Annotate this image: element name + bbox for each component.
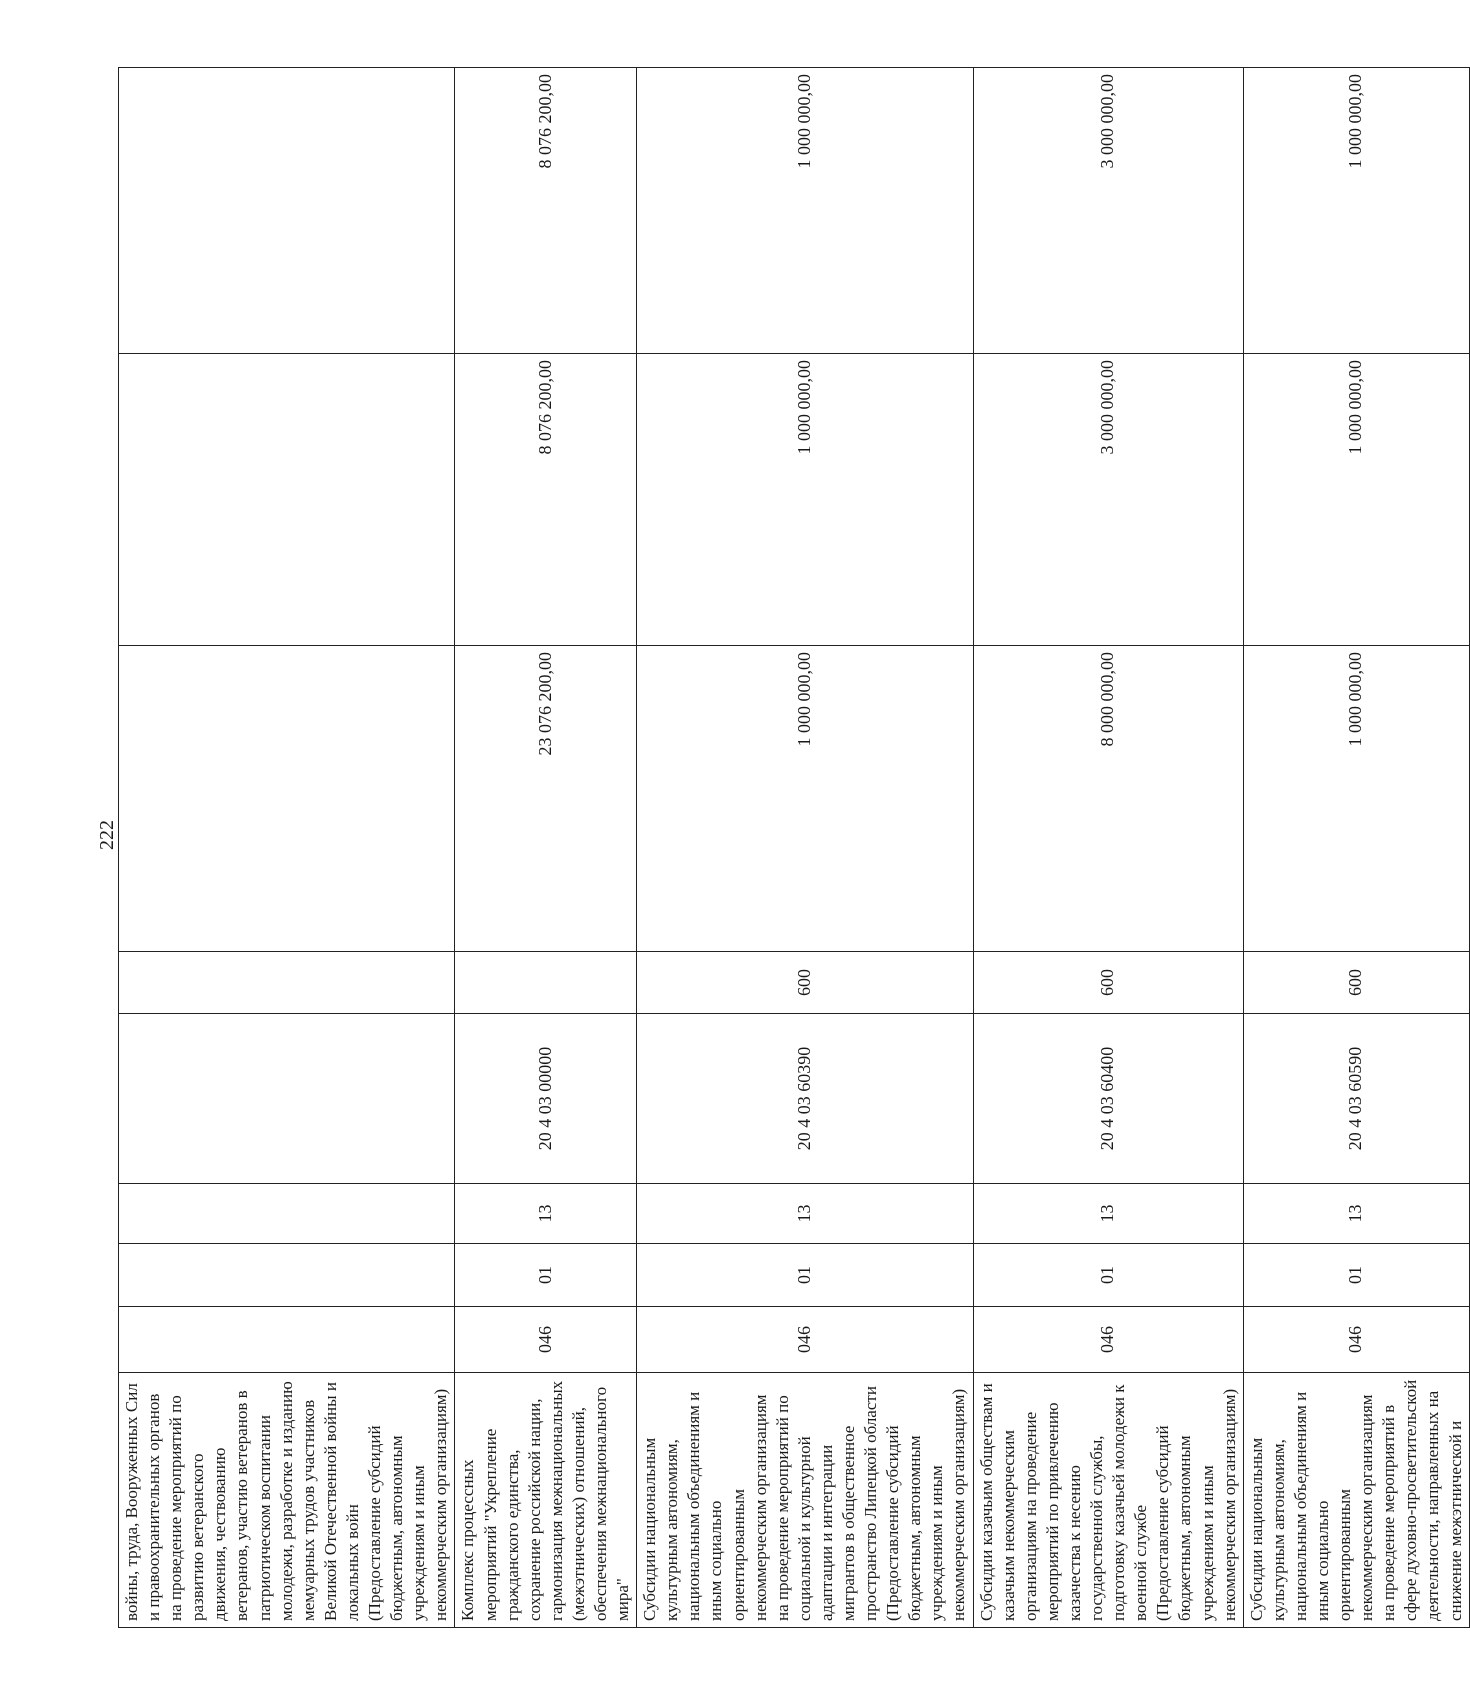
row-target-article: 20 4 03 60400 (973, 1014, 1243, 1184)
row-ministry-code: 046 (455, 1307, 637, 1373)
row-ministry-code: 046 (973, 1307, 1243, 1373)
row-section-code (119, 1244, 455, 1307)
table-row (1243, 68, 1469, 1628)
table-row (637, 68, 973, 1628)
row-section-code: 01 (973, 1244, 1243, 1307)
row-expense-type (119, 952, 455, 1014)
row-sum-year1: 8 076 200,00 (455, 354, 637, 646)
row-sum-total (119, 646, 455, 952)
table-row (455, 68, 637, 1628)
row-expense-type: 600 (1243, 952, 1469, 1014)
row-sum-year2: 3 000 000,00 (973, 68, 1243, 354)
row-description: войны, труда, Вооруженных Сил и правоохранительных органов на проведение мероприятий по развитию ветеранского движения, чествованию ветеранов, участию ветеранов в патриотическом воспитании молодежи, разработке и изданию мемуарных трудов участников Великой Отечественной войны и локальных войн (Предоставление субсидий бюджетным, автономным учреждениям и иным некоммерческим организациям) (119, 1373, 455, 1628)
row-description: Субсидии казачьим обществам и казачьим некоммерческим организациям на проведение мероприятий по привлечению казачества к несению государственной службы, подготовку казачьей молодежи к военной службе (Предоставление субсидий бюджетным, автономным учреждениям и иным некоммерческим организациям) (973, 1373, 1243, 1628)
row-ministry-code: 046 (637, 1307, 973, 1373)
row-sum-total: 1 000 000,00 (1243, 646, 1469, 952)
row-description: Комплекс процессных мероприятий "Укрепление гражданского единства, сохранение российской нации, гармонизация межнациональных (межэтнических) отношений, обеспечения межнационального мира" (455, 1373, 637, 1628)
rotated-table-container (118, 68, 1465, 1628)
row-sum-year1: 1 000 000,00 (637, 354, 973, 646)
row-sum-year1 (119, 354, 455, 646)
row-sum-year2: 1 000 000,00 (637, 68, 973, 354)
row-target-article: 20 4 03 00000 (455, 1014, 637, 1184)
row-section-code: 01 (455, 1244, 637, 1307)
row-ministry-code: 046 (1243, 1307, 1469, 1373)
row-target-article: 20 4 03 60390 (637, 1014, 973, 1184)
page-number: 222 (96, 820, 118, 850)
row-subsection-code: 13 (1243, 1184, 1469, 1244)
row-subsection-code: 13 (637, 1184, 973, 1244)
row-sum-year2: 8 076 200,00 (455, 68, 637, 354)
row-sum-year1: 3 000 000,00 (973, 354, 1243, 646)
row-subsection-code: 13 (973, 1184, 1243, 1244)
row-sum-total: 23 076 200,00 (455, 646, 637, 952)
budget-table (118, 67, 1470, 1628)
row-sum-year2 (119, 68, 455, 354)
row-expense-type: 600 (973, 952, 1243, 1014)
row-ministry-code (119, 1307, 455, 1373)
row-subsection-code (119, 1184, 455, 1244)
row-description: Субсидии национальным культурным автономиям, национальным объединениям и иным социально ориентированным некоммерческим организациям на проведение мероприятий по социальной и культурной адаптации и интеграции мигрантов в общественное пространство Липецкой области (Предоставление субсидий бюджетным, автономным учреждениям и иным некоммерческим организациям) (637, 1373, 973, 1628)
row-sum-year1: 1 000 000,00 (1243, 354, 1469, 646)
row-target-article: 20 4 03 60590 (1243, 1014, 1469, 1184)
table-row (973, 68, 1243, 1628)
row-section-code: 01 (1243, 1244, 1469, 1307)
row-sum-year2: 1 000 000,00 (1243, 68, 1469, 354)
row-section-code: 01 (637, 1244, 973, 1307)
row-sum-total: 1 000 000,00 (637, 646, 973, 952)
row-sum-total: 8 000 000,00 (973, 646, 1243, 952)
row-expense-type: 600 (637, 952, 973, 1014)
table-row (119, 68, 455, 1628)
row-target-article (119, 1014, 455, 1184)
row-expense-type (455, 952, 637, 1014)
row-description: Субсидии национальным культурным автономиям, национальным объединениям и иным социально ориентированным некоммерческим организациям на проведение мероприятий в сфере духовно-просветительской деятельности, направленных на снижение межэтнической и (1243, 1373, 1469, 1628)
row-subsection-code: 13 (455, 1184, 637, 1244)
